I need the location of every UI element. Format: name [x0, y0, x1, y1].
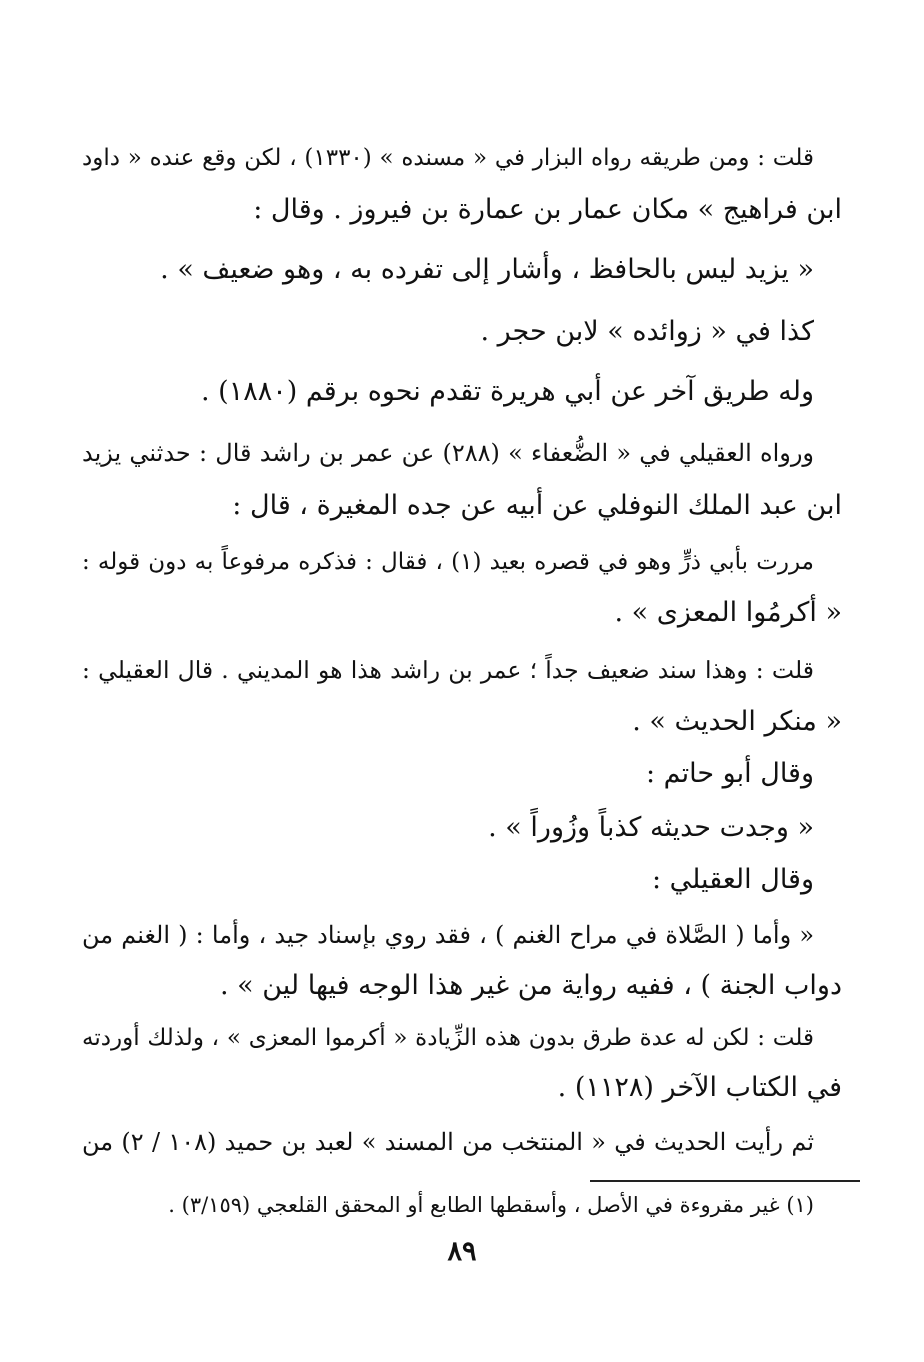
text-line: مررت بأبي ذرٍّ وهو في قصره بعيد (١) ، فقال : فذكره مرفوعاً به دون قوله : [82, 549, 814, 575]
text-line: وقال أبو حاتم : [646, 758, 814, 789]
text-line: قلت : لكن له عدة طرق بدون هذه الزِّيادة « أكرموا المعزى » ، ولذلك أوردته [82, 1025, 814, 1051]
text-line: « منكر الحديث » . [632, 706, 842, 737]
text-line: ابن فراهيج » مكان عمار بن عمارة بن فيروز . وقال : [253, 194, 842, 225]
text-line: قلت : ومن طريقه رواه البزار في « مسنده » (١٣٣٠) ، لكن وقع عنده « داود [82, 145, 814, 171]
footnote-separator [590, 1180, 860, 1182]
text-line: ثم رأيت الحديث في « المنتخب من المسند » لعبد بن حميد (١٠٨ / ٢) من [82, 1128, 815, 1156]
text-line: « أكرمُوا المعزى » . [614, 597, 842, 628]
text-line: دواب الجنة ) ، ففيه رواية من غير هذا الوجه فيها لين » . [219, 970, 842, 1001]
text-line: كذا في « زوائده » لابن حجر . [480, 316, 814, 347]
text-line: قلت : وهذا سند ضعيف جداً ؛ عمر بن راشد هذا هو المديني . قال العقيلي : [82, 656, 814, 684]
text-line: وله طريق آخر عن أبي هريرة تقدم نحوه برقم (١٨٨٠) . [200, 376, 814, 407]
footnote: (١) غير مقروءة في الأصل ، وأسقطها الطابع أو المحقق القلعجي (٣/١٥٩) . [168, 1193, 814, 1217]
page-number: ٨٩ [447, 1236, 477, 1267]
text-line: « يزيد ليس بالحافظ ، وأشار إلى تفرده به ، وهو ضعيف » . [160, 254, 814, 285]
text-line: « وجدت حديثه كذباً وزُوراً » . [488, 812, 814, 843]
text-line: ورواه العقيلي في « الضُّعفاء » (٢٨٨) عن عمر بن راشد قال : حدثني يزيد [82, 439, 815, 467]
text-line: وقال العقيلي : [651, 864, 814, 895]
text-line: « وأما ( الصَّلاة في مراح الغنم ) ، فقد روي بإسناد جيد ، وأما : ( الغنم من [82, 921, 814, 949]
text-line: في الكتاب الآخر (١١٢٨) . [557, 1072, 842, 1103]
text-line: ابن عبد الملك النوفلي عن أبيه عن جده المغيرة ، قال : [232, 490, 842, 521]
